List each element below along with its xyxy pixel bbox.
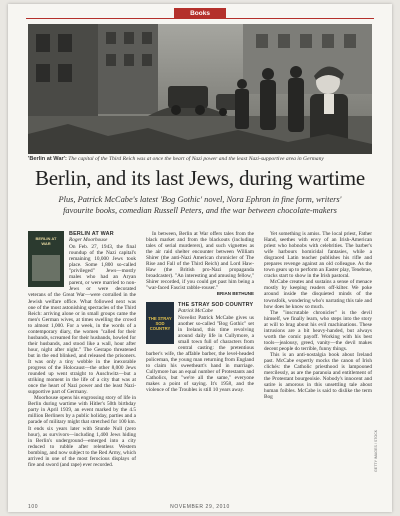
berlin-wartime-photo xyxy=(28,24,372,154)
top-rule xyxy=(26,18,374,19)
photo-credit-text: GETTY IMAGES / STOCK xyxy=(374,429,378,472)
deck-subhead: Plus, Patrick McCabe's latest 'Bog Gothic' novel, Nora Ephron in fine form, writers' favourite books, comedian Russell Peters, and the war between chocolate-makers xyxy=(58,195,342,215)
cover-title: THE STRAY SOD COUNTRY xyxy=(148,315,172,331)
review-2-paragraph: This is an anti-nostalgia book about Ireland past. McCabe expertly mocks the canon of Irish clichés: the Catholic priesthood is lampooned mercilessly, as are the paranoia and entitlement of the Protestant bourgeoisie. Nobody's innocent and satire is amorous in this unsettling tale about human foibles. McCabe is said to dislike the term Bog xyxy=(264,351,372,401)
review-1-title: BERLIN AT WAR xyxy=(69,231,114,237)
review-2-paragraph: Yet something is amiss. The local priest, Father Hand, seethes with envy of an Irish-American priest who hobnobs with celebrities. The barber's wife harbours homicidal fantasies, while a disgraced Latin teacher publishes his rifle and prepares revenge against an old colleague. As the town gears up to perform an Easter play, Tenebrae, cracks start to show in the Irish pastoral. xyxy=(264,231,372,280)
photo-credit xyxy=(374,420,380,472)
review-2-paragraph: McCabe creates and sustains a sense of menace mostly by keeping readers off-kilter. We poke around inside the disquieted minds of the townsfolk, wondering who's narrating this tale and how does he know so much. xyxy=(264,279,372,310)
review-1-paragraph: On Feb. 27, 1943, the final roundup of the Nazi capital's remaining 10,000 Jews took place. Some 1,800 so-called "privileged" Jews—mostly males who had an Aryan parent, or were married to non-Jews or were decorated veterans of the Great War—were corralled in the Jewish welfare office. What followed next was one of the most astonishing spectacles of the Third Reich: arriving alone or in small groups came the men's German wives, at times swelling the crowd to almost 1,000. For a week, in the words of a contemporary diary, the women "called for their husbands, screamed for their husbands, howled for their husbands, and stood like a wall, hour after hour, night after night." The Gestapo threatened but in the end blinked, and released the prisoners. It was only a tiny wobble in the inexorable progress of the Holocaust—the other 8,000 Jews rounded up went straight to Auschwitz—but a striking moment in the life of a city that was at once the heart of Nazi power and the least Nazi-supportive part of Germany. xyxy=(28,244,136,396)
caption-text: The capital of the Third Reich was at once the heart of Nazi power and the least Nazi-supportive area in Germany xyxy=(68,156,324,162)
issue-date: NOVEMBER 29, 2010 xyxy=(170,504,230,510)
stray-sod-country-cover xyxy=(146,302,174,344)
review-1-author: Roger Moorhouse xyxy=(69,237,108,244)
cover-title: BERLIN AT WAR xyxy=(35,236,57,246)
review-1-signature: BRIAN BETHUNE xyxy=(216,291,254,297)
caption-source: 'Berlin at War': xyxy=(28,156,67,162)
column-2 xyxy=(146,231,254,393)
review-2-title: THE STRAY SOD COUNTRY xyxy=(178,301,254,308)
review-2-author: Patrick McCabe xyxy=(178,307,213,314)
page-number: 100 xyxy=(28,504,39,510)
magazine-page xyxy=(8,4,392,512)
section-tag: Books xyxy=(174,8,226,19)
headline: Berlin, and its last Jews, during wartime xyxy=(34,166,366,190)
column-3 xyxy=(264,231,372,400)
street-scene-illustration xyxy=(28,24,372,154)
cover-image xyxy=(32,255,60,281)
review-1-paragraph: In between, Berlin at War offers tales from the black market and from the blackouts (including tales of serial murderers), and such vignettes as the air raid shelter encounter between William Shirer (the anti-Nazi American chronicler of The Rise and Fall of the Third Reich) and Lord Haw-Haw (the British pro-Nazi propaganda broadcaster). "An interesting and amusing fellow," Shirer recorded, if you could get past him being a "war-faced Fascist rabble-rouser." xyxy=(146,231,254,292)
column-1 xyxy=(28,231,136,468)
article-body xyxy=(28,231,372,499)
review-2-paragraph: The "inscrutable chronicler" is the devil himself, we finally learn, who steps into the story at will to brag about his evil machinations. These intrusions are a bit heavy-handed, but always worth the comic payoff. Working with his best tools—jealousy, greed, vanity—the devil makes decent people do terrible, funny things. xyxy=(264,309,372,352)
photo-caption xyxy=(28,156,372,163)
berlin-at-war-cover xyxy=(28,231,64,287)
review-2-paragraph: Novelist Patrick McCabe gives us another so-called "Bog Gothic" set in Ireland, this time revolving around daily life in Cullymore, a small town full of characters from central casting: the pretentious barber's wife, the affable barber, the level-headed policeman, the young man returning from England to claim his sweetheart's hand in marriage. Cullymore has an equal number of Protestants and Catholics, but "we're all the same," everyone makes a point of saying. It's 1958, and the violence of the Troubles is still 10 years away. xyxy=(146,314,254,394)
review-1-paragraph: Moorhouse opens his engrossing story of life in Berlin during wartime with Hitler's 50th birthday party in April 1939, an event marked by the 4.5 million Berliners by a public holiday, parties and a parade of military might that stretched for 100 km. It ends six years later with Stunde Null (zero hour), as survivors—including 1,400 Jews hiding in Berlin's underground—emerged into a city reduced to rubble after relentless Western bombing, and now subject to the Red Army, which arrived in one of the most ferocious displays of fire and sword (and rape) ever recorded. xyxy=(28,395,136,468)
